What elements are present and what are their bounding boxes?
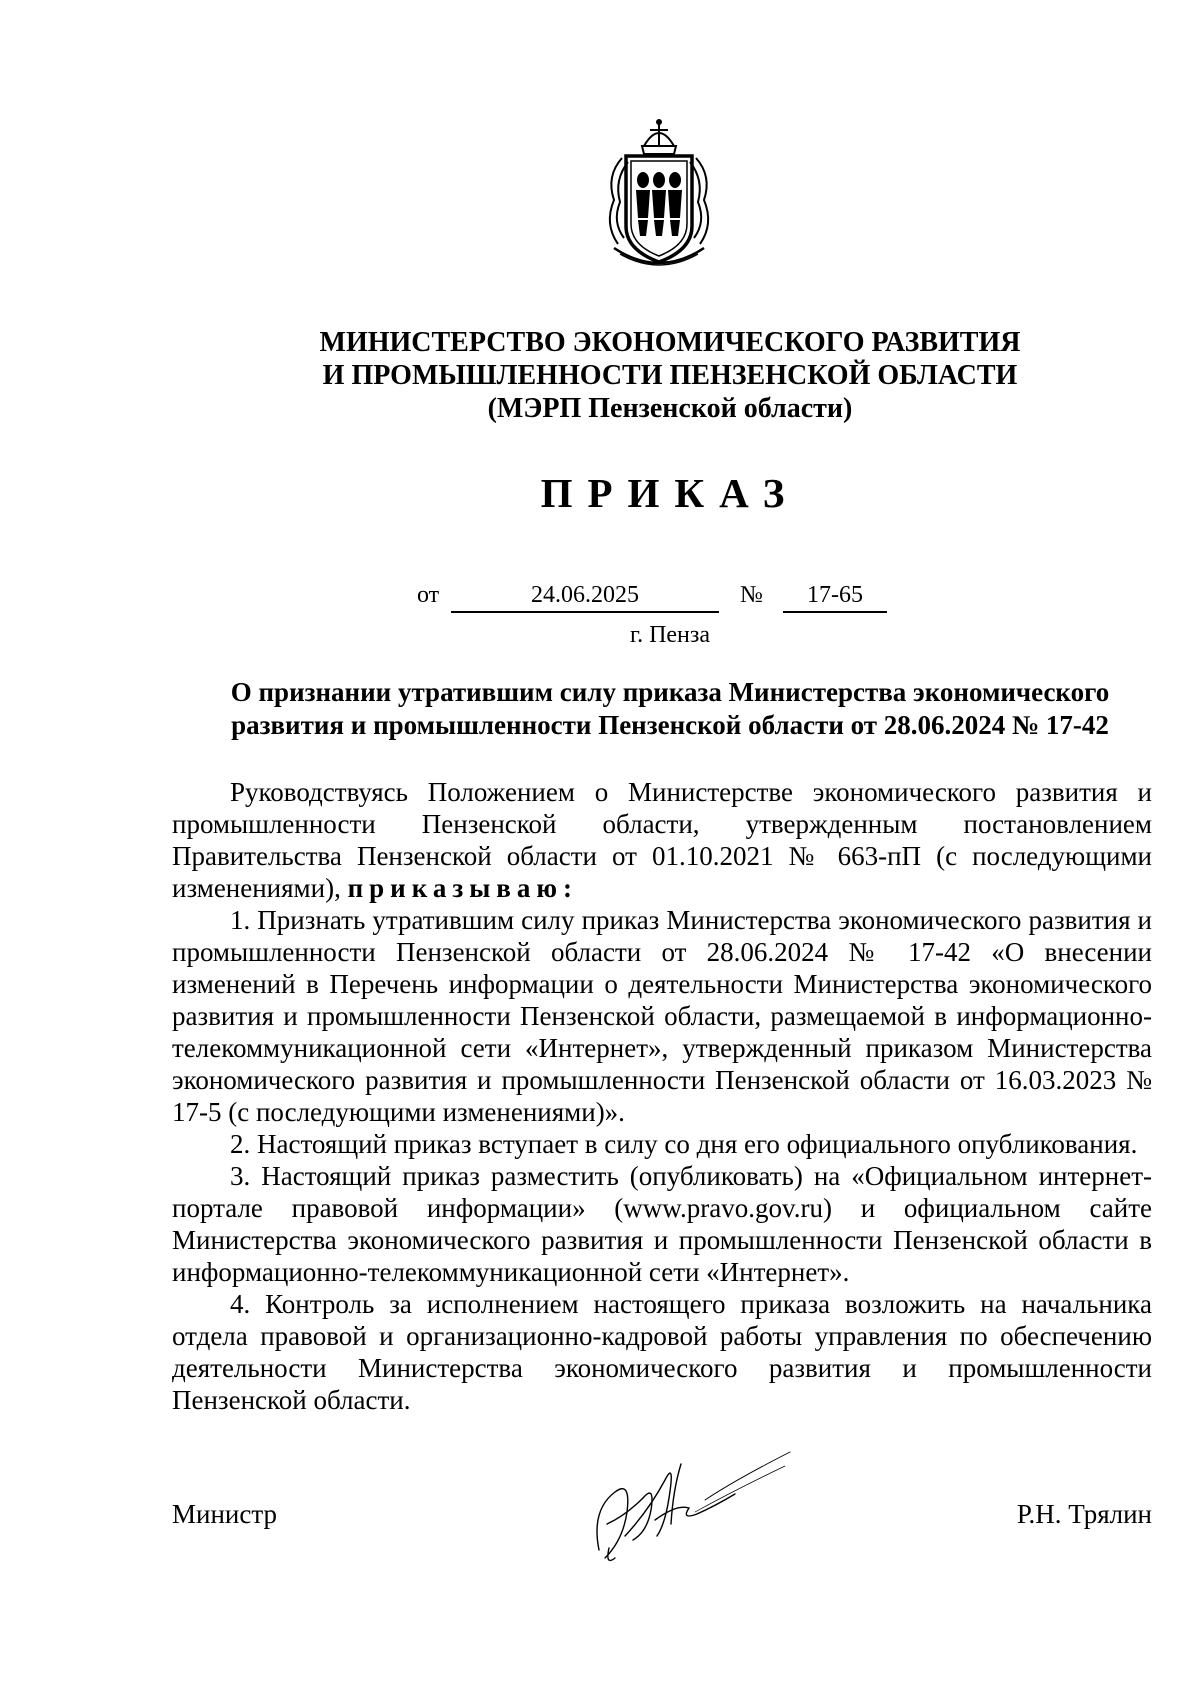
signer-name: Р.Н. Трялин xyxy=(1016,1499,1152,1529)
signer-title: Министр xyxy=(172,1499,277,1529)
document-date: 24.06.2025 xyxy=(451,580,719,613)
order-item-3: 3. Настоящий приказ разместить (опубликовать) на «Официальном интернет-портале правовой информации» (www.pravo.gov.ru) и официальном сайте Министерства экономического развития и промышленности Пензенской области в информационно-телекоммуникационной сети «Интернет». xyxy=(172,1161,1152,1287)
order-item-1: 1. Признать утратившим силу приказ Министерства экономического развития и промышленности Пензенской области от 28.06.2024 № 17-42 «О внесении изменений в Перечень информации о деятельности Министерства экономического развития и промышленности Пензенской области, размещаемой в информационно-телекоммуникационной сети «Интернет», утвержденный приказом Министерства экономического развития и промышленности Пензенской области от 16.03.2023 № 17-5 (с последующими изменениями)». xyxy=(172,905,1152,1127)
number-label: № xyxy=(740,582,763,608)
organization-short-name: (МЭРП Пензенской области) xyxy=(487,393,853,424)
document-body xyxy=(172,776,1152,1416)
organization-header xyxy=(170,326,1170,425)
coat-of-arms-icon xyxy=(600,118,718,273)
preamble-text: Руководствуясь Положением о Министерстве экономического развития и промышленности Пензенской области, утвержденным постановлением Правительства Пензенской области от 01.10.2021 № 663-пП (с последующими изменениями), xyxy=(172,777,1152,903)
date-label: от xyxy=(417,582,440,608)
order-item-4: 4. Контроль за исполнением настоящего приказа возложить на начальника отдела правовой и организационно-кадровой работы управления по обеспечению деятельности Министерства экономического развития и промышленности Пензенской области. xyxy=(172,1289,1152,1415)
document-city: г. Пенза xyxy=(629,622,711,648)
organization-name-line2: И ПРОМЫШЛЕННОСТИ ПЕНЗЕНСКОЙ ОБЛАСТИ xyxy=(322,360,1018,391)
subject-line2: развития и промышленности Пензенской области от 28.06.2024 № 17-42 xyxy=(231,710,1109,740)
document-subject xyxy=(170,676,1170,742)
document-number: 17-65 xyxy=(783,580,887,613)
document-type-title: ПРИКАЗ xyxy=(540,470,800,516)
subject-line1: О признании утратившим силу приказа Министерства экономического xyxy=(230,677,1110,707)
order-item-2: 2. Настоящий приказ вступает в силу со дня его официального опубликования. xyxy=(230,1129,1138,1159)
preamble-paragraph xyxy=(172,776,1152,904)
decree-word: приказываю: xyxy=(347,873,579,903)
signature-block xyxy=(172,1498,1152,1538)
organization-name-line1: МИНИСТЕРСТВО ЭКОНОМИЧЕСКОГО РАЗВИТИЯ xyxy=(319,327,1021,358)
